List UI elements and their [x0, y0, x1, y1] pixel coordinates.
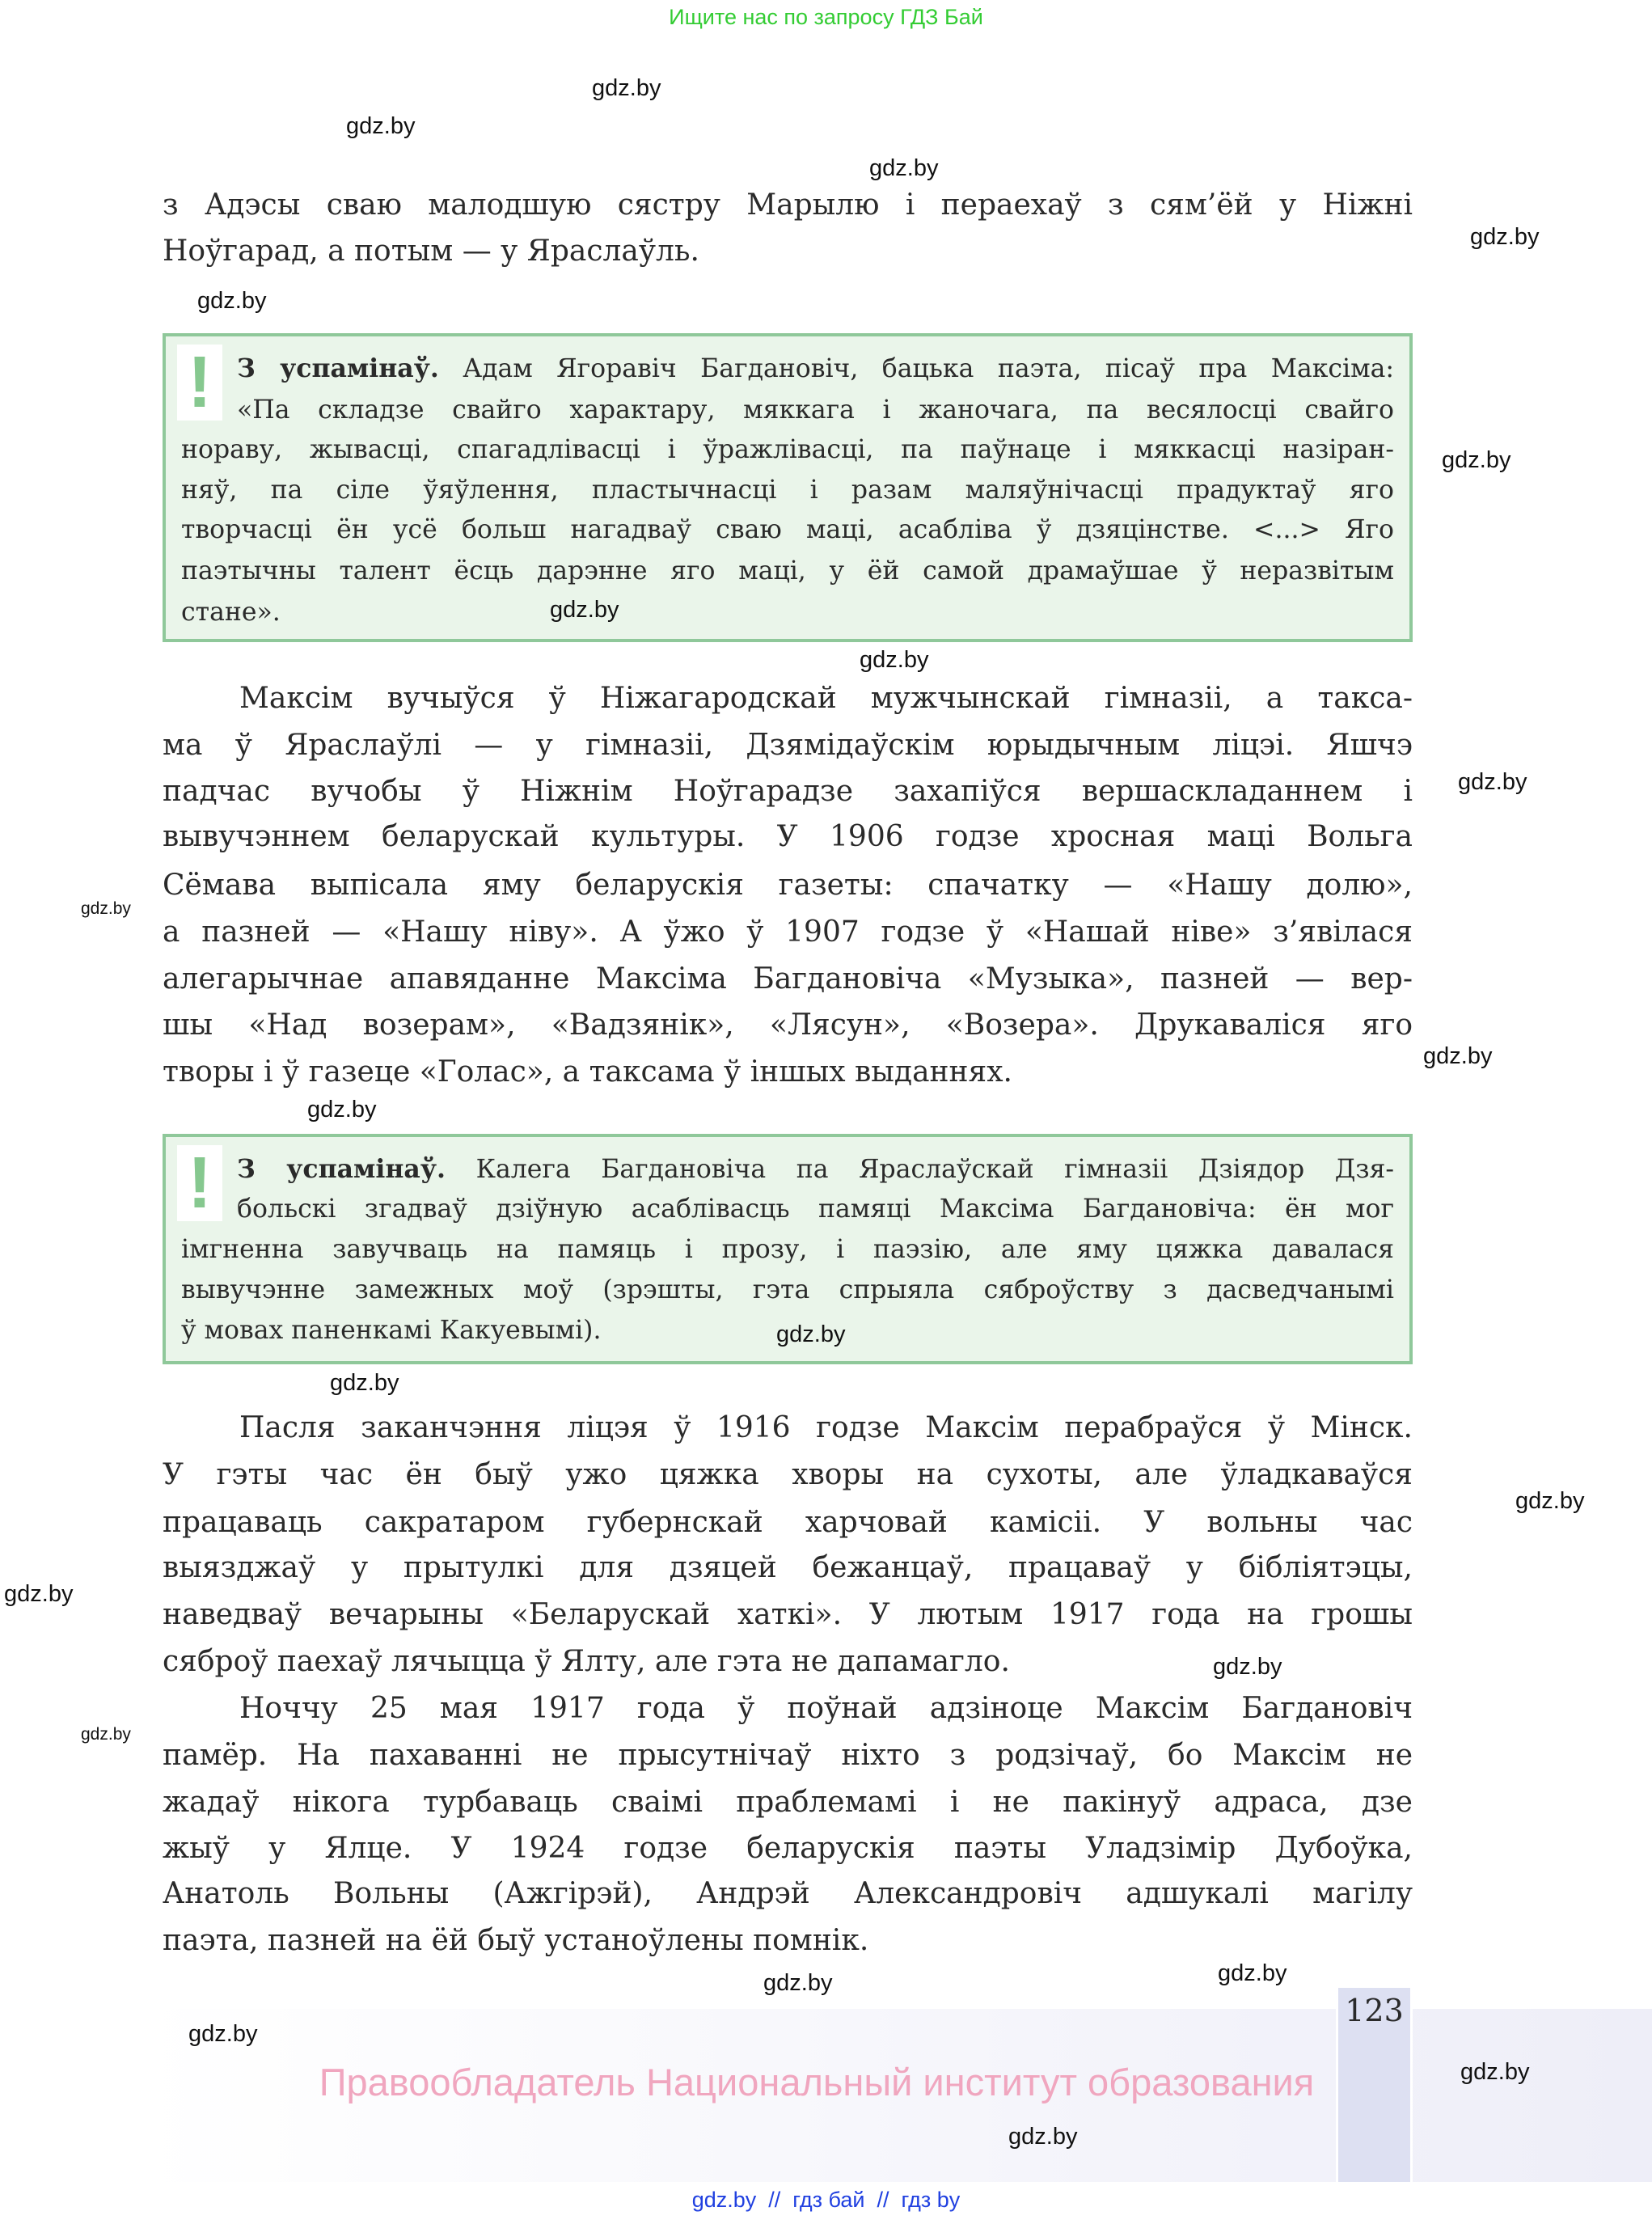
- text-line: шы «Над возерам», «Вадзянік», «Лясун», «Возера». Друкаваліся яго: [163, 1008, 1413, 1042]
- watermark: gdz.by: [188, 2021, 258, 2047]
- text-line: творчасці ён усё больш нагадваў сваю маці, асабліва ў дзяцінстве. <...> Яго: [181, 515, 1394, 544]
- watermark: gdz.by: [1218, 1960, 1287, 1986]
- text-line: жыў у Ялце. У 1924 годзе беларускія паэты Уладзімір Дубоўка,: [163, 1832, 1413, 1865]
- text-line: падчас вучобы ў Ніжнім Ноўгарадзе захапіўся вершаскладаннем і: [163, 775, 1413, 808]
- text-line: паэта, пазней на ёй быў устаноўлены помнік.: [163, 1924, 869, 1957]
- text-line: больскі згадваў дзіўную асаблівасць памяці Максіма Багдановіча: ён мог: [237, 1194, 1394, 1224]
- text-line: ў мовах паненкамі Какуевымі).: [181, 1316, 602, 1345]
- text-line: алегарычнае апавяданне Максіма Багдановіча «Музыка», пазней — вер-: [163, 962, 1413, 996]
- text-line: сяброў паехаў лячыцца ў Ялту, але гэта не дапамагло.: [163, 1645, 1010, 1678]
- text-line: выязджаў у прытулкі для дзяцей бежанцаў, працаваў у бібліятэцы,: [163, 1551, 1413, 1584]
- text-line: «Па складзе свайго характару, мяккага і жаночага, па весялосці свайго: [237, 395, 1394, 425]
- text-line: няў, па сіле ўяўлення, пластычнасці і разам маляўнічасці прадуктаў яго: [181, 476, 1394, 505]
- watermark: gdz.by: [1442, 447, 1511, 473]
- text-line: ма ў Яраслаўлі — у гімназіі, Дзямідаўскім юрыдычным ліцэі. Яшчэ: [163, 729, 1413, 762]
- exclamation-icon: !: [177, 345, 222, 421]
- footer-links[interactable]: gdz.by // гдз бай // гдз by: [691, 2188, 961, 2212]
- text-line: творы і ў газеце «Голас», а таксама ў іншых выданнях.: [163, 1055, 1012, 1089]
- text-line: Пасля заканчэння ліцэя ў 1916 годзе Максім перабраўся ў Мінск.: [239, 1411, 1413, 1444]
- watermark: gdz.by: [81, 1725, 131, 1744]
- memoir-label: З успамінаў.: [237, 1154, 446, 1184]
- memoir-text: Калега Багдановіча па Яраслаўскай гімназіі Дзіядор Дзя-: [475, 1155, 1395, 1184]
- watermark: gdz.by: [1213, 1654, 1282, 1680]
- watermark: gdz.by: [592, 75, 661, 101]
- memoir-text: Адам Ягоравіч Багдановіч, бацька паэта, пісаў пра Максіма:: [463, 354, 1395, 383]
- watermark: gdz.by: [307, 1097, 377, 1123]
- watermark: gdz.by: [860, 647, 929, 673]
- watermark: gdz.by: [4, 1581, 74, 1607]
- watermark: gdz.by: [1008, 2124, 1078, 2150]
- text-line: паэтычны талент ёсць дарэнне яго маці, у ёй самой драмаўшае ў неразвітым: [181, 556, 1394, 586]
- watermark: gdz.by: [1470, 224, 1540, 250]
- text-line: жадаў нікога турбаваць сваімі праблемамі і не пакінуў адраса, дзе: [163, 1786, 1413, 1819]
- memoir-label: З успамінаў.: [237, 353, 439, 383]
- watermark: gdz.by: [1458, 769, 1527, 795]
- text-line: стане».: [181, 598, 281, 627]
- page-number: 123: [1336, 1988, 1413, 2182]
- watermark: gdz.by: [1423, 1043, 1493, 1069]
- text-line: вывучэннем беларускай культуры. У 1906 годзе хросная маці Вольга: [163, 820, 1413, 853]
- watermark: gdz.by: [81, 899, 131, 918]
- text-line: [237, 351, 1394, 387]
- watermark: gdz.by: [330, 1370, 399, 1396]
- watermark: gdz.by: [550, 597, 619, 623]
- text-line: імгненна завучваць на памяць і прозу, і паэзію, але яму цяжка давалася: [181, 1235, 1394, 1264]
- text-line: нораву, жывасці, спагадлівасці і ўражлівасці, па паўнаце і мяккасці назіран-: [181, 435, 1394, 464]
- watermark: gdz.by: [869, 155, 939, 181]
- text-line: працаваць сакратаром губернскай харчовай камісіі. У вольны час: [163, 1506, 1413, 1539]
- text-line: Ноўгарад, а потым — у Яраслаўль.: [163, 235, 699, 268]
- text-line: вывучэнне замежных моў (зрэшты, гэта спрыяла сяброўству з дасведчанымі: [181, 1275, 1394, 1304]
- text-line: Сёмава выпісала яму беларускія газеты: спачатку — «Нашу долю»,: [163, 869, 1413, 902]
- search-hint-banner[interactable]: Ищите нас по запросу ГДЗ Бай: [669, 5, 983, 29]
- text-line: з Адэсы сваю малодшую сястру Марылю і пераехаў з сям’ёй у Ніжні: [163, 188, 1413, 222]
- text-line: У гэты час ён быў ужо цяжка хворы на сухоты, але ўладкаваўся: [163, 1458, 1413, 1491]
- text-line: Максім вучыўся ў Ніжагародскай мужчынскай гімназіі, а такса-: [239, 682, 1413, 715]
- watermark: gdz.by: [197, 288, 267, 314]
- watermark: gdz.by: [763, 1970, 833, 1996]
- text-line: Анатоль Вольны (Ажгірэй), Андрэй Александровіч адшукалі магілу: [163, 1877, 1413, 1910]
- exclamation-icon: !: [177, 1145, 222, 1221]
- text-line: наведваў вечарыны «Беларускай хаткі». У лютым 1917 года на грошы: [163, 1598, 1413, 1631]
- text-line: памёр. На пахаванні не прысутнічаў ніхто з родзічаў, бо Максім не: [163, 1739, 1413, 1772]
- text-line: а пазней — «Нашу ніву». А ўжо ў 1907 годзе ў «Нашай ніве» з’явілася: [163, 915, 1413, 949]
- watermark: gdz.by: [776, 1321, 846, 1347]
- text-line: Ноччу 25 мая 1917 года ў поўнай адзіноце Максім Багдановіч: [239, 1692, 1413, 1725]
- text-line: [237, 1152, 1394, 1187]
- watermark: gdz.by: [346, 113, 416, 139]
- rights-holder-notice: Правообладатель Национальный институт образования: [319, 2061, 1315, 2103]
- watermark: gdz.by: [1515, 1488, 1585, 1514]
- watermark: gdz.by: [1460, 2059, 1530, 2085]
